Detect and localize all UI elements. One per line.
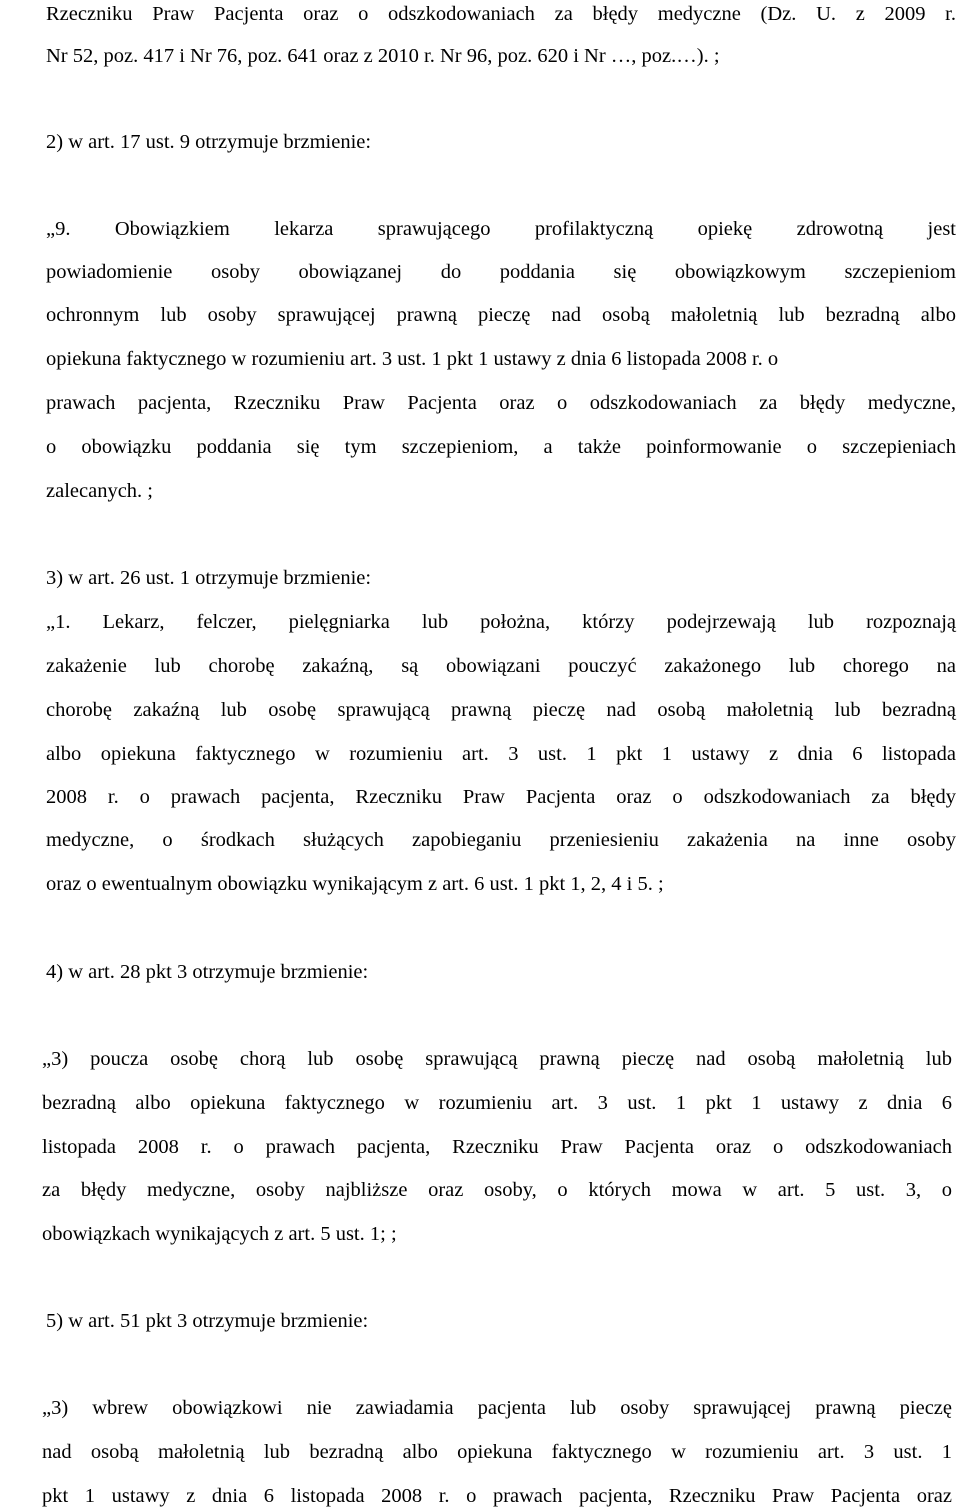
- text-line: „3) wbrew obowiązkowi nie zawiadamia pacjenta lub osoby sprawującej prawną pieczę: [42, 1397, 952, 1419]
- text-line: za błędy medyczne, osoby najbliższe oraz osoby, o których mowa w art. 5 ust. 3, o: [42, 1179, 952, 1201]
- amendment-heading: 3) w art. 26 ust. 1 otrzymuje brzmienie:: [46, 567, 372, 589]
- text-line: zakażenie lub chorobę zakaźną, są obowiązani pouczyć zakażonego lub chorego na: [46, 655, 956, 677]
- text-line: „3) poucza osobę chorą lub osobę sprawującą prawną pieczę nad osobą małoletnią lub: [42, 1048, 952, 1070]
- text-line: nad osobą małoletnią lub bezradną albo opiekuna faktycznego w rozumieniu art. 3 ust. 1: [42, 1441, 952, 1463]
- text-line: prawach pacjenta, Rzeczniku Praw Pacjenta oraz o odszkodowaniach za błędy medyczne,: [46, 392, 956, 414]
- text-line: „1. Lekarz, felczer, pielęgniarka lub położna, którzy podejrzewają lub rozpoznają: [46, 611, 956, 633]
- text-line: Rzeczniku Praw Pacjenta oraz o odszkodowaniach za błędy medyczne (Dz. U. z 2009 r.: [46, 3, 956, 25]
- text-line: bezradną albo opiekuna faktycznego w rozumieniu art. 3 ust. 1 pkt 1 ustawy z dnia 6: [42, 1092, 952, 1114]
- text-line: obowiązkach wynikających z art. 5 ust. 1; ;: [42, 1223, 397, 1245]
- text-line: Nr 52, poz. 417 i Nr 76, poz. 641 oraz z 2010 r. Nr 96, poz. 620 i Nr …, poz.…). ;: [46, 45, 720, 67]
- text-line: „9. Obowiązkiem lekarza sprawującego profilaktyczną opiekę zdrowotną jest: [46, 218, 956, 240]
- text-line: albo opiekuna faktycznego w rozumieniu art. 3 ust. 1 pkt 1 ustawy z dnia 6 listopada: [46, 743, 956, 765]
- text-line: oraz o ewentualnym obowiązku wynikającym z art. 6 ust. 1 pkt 1, 2, 4 i 5. ;: [46, 873, 664, 895]
- amendment-heading: 2) w art. 17 ust. 9 otrzymuje brzmienie:: [46, 131, 372, 153]
- text-line: 2008 r. o prawach pacjenta, Rzeczniku Praw Pacjenta oraz o odszkodowaniach za błędy: [46, 786, 956, 808]
- text-line: powiadomienie osoby obowiązanej do poddania się obowiązkowym szczepieniom: [46, 261, 956, 283]
- text-line: opiekuna faktycznego w rozumieniu art. 3 ust. 1 pkt 1 ustawy z dnia 6 listopada 2008 r. o: [46, 348, 779, 370]
- text-line: zalecanych. ;: [46, 480, 153, 502]
- amendment-heading: 5) w art. 51 pkt 3 otrzymuje brzmienie:: [46, 1310, 369, 1332]
- text-line: listopada 2008 r. o prawach pacjenta, Rzeczniku Praw Pacjenta oraz o odszkodowaniach: [42, 1136, 952, 1158]
- text-line: medyczne, o środkach służących zapobieganiu przeniesieniu zakażenia na inne osoby: [46, 829, 956, 851]
- text-line: pkt 1 ustawy z dnia 6 listopada 2008 r. o prawach pacjenta, Rzeczniku Praw Pacjenta oraz: [42, 1485, 952, 1507]
- text-line: chorobę zakaźną lub osobę sprawującą prawną pieczę nad osobą małoletnią lub bezradną: [46, 699, 956, 721]
- text-line: o obowiązku poddania się tym szczepieniom, a także poinformowanie o szczepieniach: [46, 436, 956, 458]
- amendment-heading: 4) w art. 28 pkt 3 otrzymuje brzmienie:: [46, 961, 369, 983]
- text-line: ochronnym lub osoby sprawującej prawną pieczę nad osobą małoletnią lub bezradną albo: [46, 304, 956, 326]
